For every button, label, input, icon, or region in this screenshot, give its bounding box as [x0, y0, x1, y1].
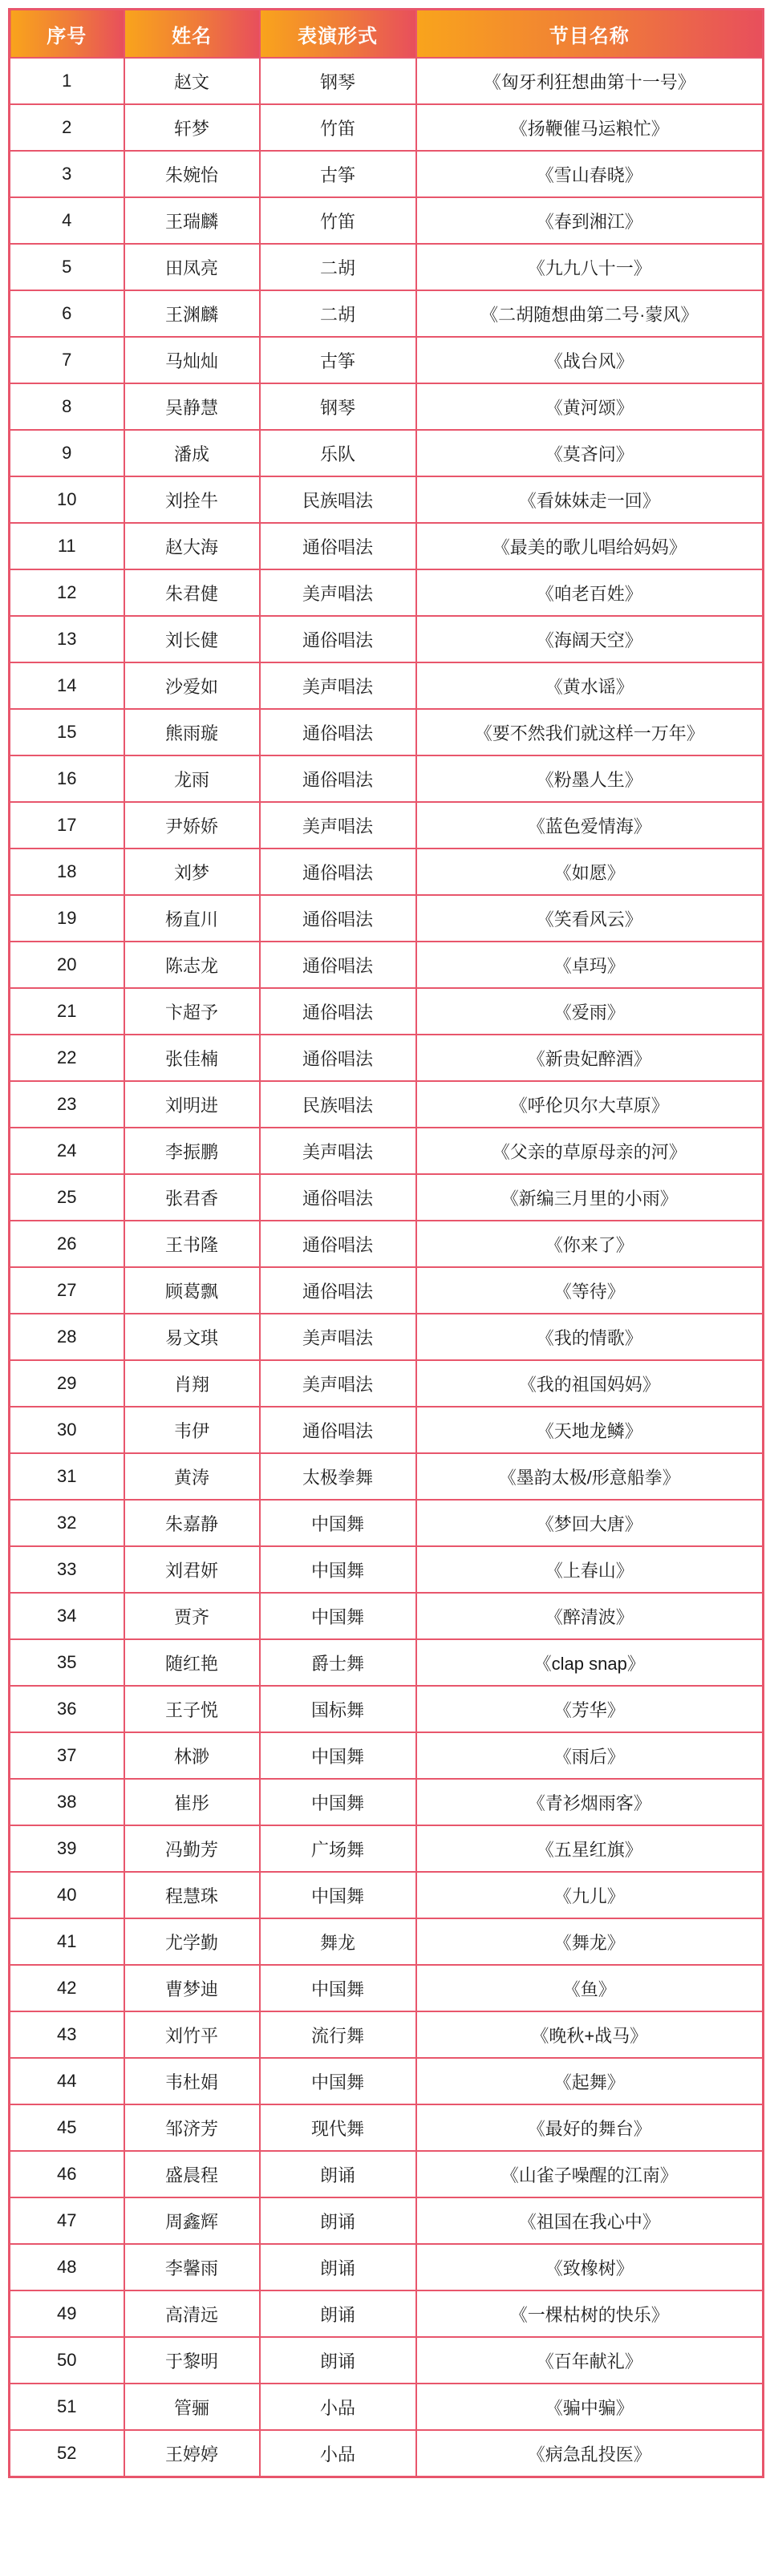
cell-seq: 1: [10, 58, 124, 104]
cell-name: 王书隆: [124, 1221, 260, 1267]
cell-seq: 20: [10, 942, 124, 988]
header-row: [10, 10, 764, 59]
cell-program: 《咱老百姓》: [416, 569, 764, 616]
cell-form: 流行舞: [260, 2011, 416, 2058]
cell-name: 沙爱如: [124, 662, 260, 709]
cell-name: 随红艳: [124, 1639, 260, 1686]
cell-program: 《新贵妃醉酒》: [416, 1035, 764, 1081]
cell-form: 朗诵: [260, 2290, 416, 2337]
cell-form: 中国舞: [260, 1872, 416, 1918]
cell-name: 黄涛: [124, 1453, 260, 1500]
table-row: [10, 2151, 764, 2197]
cell-program: 《芳华》: [416, 1686, 764, 1732]
table-row: [10, 2011, 764, 2058]
cell-form: 竹笛: [260, 104, 416, 151]
table-row: [10, 2244, 764, 2290]
table-row: [10, 2384, 764, 2430]
column-header-program: 节目名称: [416, 10, 764, 59]
cell-seq: 28: [10, 1314, 124, 1360]
cell-form: 通俗唱法: [260, 895, 416, 942]
cell-form: 舞龙: [260, 1918, 416, 1965]
cell-seq: 33: [10, 1546, 124, 1593]
cell-name: 周鑫辉: [124, 2197, 260, 2244]
cell-seq: 32: [10, 1500, 124, 1546]
table-row: [10, 1174, 764, 1221]
cell-seq: 51: [10, 2384, 124, 2430]
cell-form: 民族唱法: [260, 476, 416, 523]
cell-program: 《醉清波》: [416, 1593, 764, 1639]
cell-seq: 11: [10, 523, 124, 569]
cell-program: 《父亲的草原母亲的河》: [416, 1128, 764, 1174]
cell-seq: 42: [10, 1965, 124, 2011]
cell-form: 小品: [260, 2430, 416, 2477]
cell-seq: 5: [10, 244, 124, 290]
cell-form: 国标舞: [260, 1686, 416, 1732]
cell-seq: 39: [10, 1825, 124, 1872]
cell-seq: 48: [10, 2244, 124, 2290]
cell-name: 邹济芳: [124, 2104, 260, 2151]
cell-form: 通俗唱法: [260, 942, 416, 988]
cell-program: 《舞龙》: [416, 1918, 764, 1965]
cell-name: 易文琪: [124, 1314, 260, 1360]
cell-seq: 47: [10, 2197, 124, 2244]
table-row: [10, 2197, 764, 2244]
cell-name: 李馨雨: [124, 2244, 260, 2290]
cell-seq: 40: [10, 1872, 124, 1918]
table-row: [10, 2104, 764, 2151]
cell-program: 《晚秋+战马》: [416, 2011, 764, 2058]
table-row: [10, 2430, 764, 2477]
table-row: [10, 337, 764, 383]
cell-form: 中国舞: [260, 1732, 416, 1779]
cell-name: 朱嘉静: [124, 1500, 260, 1546]
cell-program: 《新编三月里的小雨》: [416, 1174, 764, 1221]
cell-form: 美声唱法: [260, 1128, 416, 1174]
cell-form: 乐队: [260, 430, 416, 476]
table-row: [10, 430, 764, 476]
cell-form: 通俗唱法: [260, 616, 416, 662]
cell-program: 《战台风》: [416, 337, 764, 383]
cell-seq: 12: [10, 569, 124, 616]
table-row: [10, 849, 764, 895]
cell-program: 《最美的歌儿唱给妈妈》: [416, 523, 764, 569]
table-row: [10, 755, 764, 802]
table-row: [10, 1593, 764, 1639]
table-row: [10, 988, 764, 1035]
cell-seq: 8: [10, 383, 124, 430]
cell-name: 冯勤芳: [124, 1825, 260, 1872]
cell-seq: 29: [10, 1360, 124, 1407]
cell-seq: 7: [10, 337, 124, 383]
cell-program: 《如愿》: [416, 849, 764, 895]
table-row: [10, 1779, 764, 1825]
cell-program: 《梦回大唐》: [416, 1500, 764, 1546]
cell-seq: 34: [10, 1593, 124, 1639]
cell-form: 中国舞: [260, 1546, 416, 1593]
table-row: [10, 709, 764, 755]
cell-name: 卞超予: [124, 988, 260, 1035]
cell-program: 《五星红旗》: [416, 1825, 764, 1872]
table-row: [10, 1407, 764, 1453]
cell-program: 《黄水谣》: [416, 662, 764, 709]
cell-program: 《我的祖国妈妈》: [416, 1360, 764, 1407]
table-body: [10, 58, 764, 2477]
cell-name: 马灿灿: [124, 337, 260, 383]
cell-seq: 19: [10, 895, 124, 942]
table-row: [10, 1221, 764, 1267]
table-row: [10, 523, 764, 569]
cell-name: 熊雨璇: [124, 709, 260, 755]
cell-seq: 30: [10, 1407, 124, 1453]
cell-program: 《一棵枯树的快乐》: [416, 2290, 764, 2337]
cell-seq: 13: [10, 616, 124, 662]
cell-name: 张君香: [124, 1174, 260, 1221]
cell-seq: 9: [10, 430, 124, 476]
cell-name: 韦伊: [124, 1407, 260, 1453]
cell-program: 《雨后》: [416, 1732, 764, 1779]
table-row: [10, 662, 764, 709]
cell-program: 《等待》: [416, 1267, 764, 1314]
table-row: [10, 1825, 764, 1872]
cell-form: 中国舞: [260, 2058, 416, 2104]
cell-seq: 15: [10, 709, 124, 755]
cell-seq: 43: [10, 2011, 124, 2058]
cell-name: 刘长健: [124, 616, 260, 662]
table-row: [10, 1732, 764, 1779]
table-row: [10, 197, 764, 244]
cell-program: 《你来了》: [416, 1221, 764, 1267]
cell-name: 肖翔: [124, 1360, 260, 1407]
cell-program: 《起舞》: [416, 2058, 764, 2104]
cell-program: 《clap snap》: [416, 1639, 764, 1686]
cell-form: 民族唱法: [260, 1081, 416, 1128]
column-header-name: 姓名: [124, 10, 260, 59]
cell-seq: 31: [10, 1453, 124, 1500]
cell-seq: 35: [10, 1639, 124, 1686]
cell-program: 《海阔天空》: [416, 616, 764, 662]
cell-form: 美声唱法: [260, 662, 416, 709]
cell-name: 田凤亮: [124, 244, 260, 290]
cell-program: 《粉墨人生》: [416, 755, 764, 802]
cell-form: 小品: [260, 2384, 416, 2430]
table-row: [10, 1965, 764, 2011]
cell-seq: 52: [10, 2430, 124, 2477]
cell-program: 《病急乱投医》: [416, 2430, 764, 2477]
cell-name: 刘君妍: [124, 1546, 260, 1593]
cell-seq: 46: [10, 2151, 124, 2197]
cell-form: 美声唱法: [260, 1360, 416, 1407]
cell-program: 《最好的舞台》: [416, 2104, 764, 2151]
cell-form: 竹笛: [260, 197, 416, 244]
cell-name: 林渺: [124, 1732, 260, 1779]
cell-program: 《我的情歌》: [416, 1314, 764, 1360]
table-row: [10, 616, 764, 662]
cell-form: 广场舞: [260, 1825, 416, 1872]
cell-form: 美声唱法: [260, 1314, 416, 1360]
cell-program: 《笑看风云》: [416, 895, 764, 942]
column-header-form: 表演形式: [260, 10, 416, 59]
cell-form: 通俗唱法: [260, 1221, 416, 1267]
cell-name: 刘明进: [124, 1081, 260, 1128]
cell-name: 李振鹏: [124, 1128, 260, 1174]
cell-form: 朗诵: [260, 2197, 416, 2244]
cell-form: 现代舞: [260, 2104, 416, 2151]
cell-seq: 36: [10, 1686, 124, 1732]
table-row: [10, 942, 764, 988]
cell-program: 《鱼》: [416, 1965, 764, 2011]
table-row: [10, 1639, 764, 1686]
cell-form: 通俗唱法: [260, 849, 416, 895]
cell-form: 中国舞: [260, 1500, 416, 1546]
table-row: [10, 2337, 764, 2384]
table-row: [10, 2290, 764, 2337]
cell-seq: 49: [10, 2290, 124, 2337]
cell-program: 《呼伦贝尔大草原》: [416, 1081, 764, 1128]
cell-seq: 41: [10, 1918, 124, 1965]
cell-program: 《墨韵太极/形意船拳》: [416, 1453, 764, 1500]
cell-program: 《春到湘江》: [416, 197, 764, 244]
cell-seq: 50: [10, 2337, 124, 2384]
program-table: [8, 8, 764, 2478]
cell-program: 《黄河颂》: [416, 383, 764, 430]
cell-program: 《上春山》: [416, 1546, 764, 1593]
table-row: [10, 1267, 764, 1314]
table-row: [10, 895, 764, 942]
cell-form: 通俗唱法: [260, 1407, 416, 1453]
table-row: [10, 104, 764, 151]
cell-program: 《骗中骗》: [416, 2384, 764, 2430]
cell-program: 《看妹妹走一回》: [416, 476, 764, 523]
cell-name: 高清远: [124, 2290, 260, 2337]
cell-program: 《莫吝问》: [416, 430, 764, 476]
table-row: [10, 1360, 764, 1407]
table-row: [10, 58, 764, 104]
cell-form: 中国舞: [260, 1779, 416, 1825]
table-row: [10, 290, 764, 337]
cell-name: 盛晨程: [124, 2151, 260, 2197]
table-row: [10, 1453, 764, 1500]
cell-form: 通俗唱法: [260, 1267, 416, 1314]
cell-form: 朗诵: [260, 2337, 416, 2384]
cell-name: 贾齐: [124, 1593, 260, 1639]
cell-name: 杨直川: [124, 895, 260, 942]
table-row: [10, 1872, 764, 1918]
cell-program: 《山雀子噪醒的江南》: [416, 2151, 764, 2197]
cell-name: 王渊麟: [124, 290, 260, 337]
cell-seq: 2: [10, 104, 124, 151]
cell-program: 《卓玛》: [416, 942, 764, 988]
cell-name: 王婷婷: [124, 2430, 260, 2477]
cell-program: 《青衫烟雨客》: [416, 1779, 764, 1825]
cell-name: 顾葛飘: [124, 1267, 260, 1314]
cell-name: 程慧珠: [124, 1872, 260, 1918]
cell-name: 陈志龙: [124, 942, 260, 988]
cell-seq: 44: [10, 2058, 124, 2104]
cell-form: 通俗唱法: [260, 988, 416, 1035]
cell-form: 通俗唱法: [260, 1035, 416, 1081]
cell-program: 《九儿》: [416, 1872, 764, 1918]
table-row: [10, 1500, 764, 1546]
cell-form: 通俗唱法: [260, 1174, 416, 1221]
cell-program: 《要不然我们就这样一万年》: [416, 709, 764, 755]
table-row: [10, 1686, 764, 1732]
table-row: [10, 1128, 764, 1174]
cell-name: 管骊: [124, 2384, 260, 2430]
cell-form: 爵士舞: [260, 1639, 416, 1686]
cell-name: 于黎明: [124, 2337, 260, 2384]
cell-seq: 26: [10, 1221, 124, 1267]
cell-seq: 23: [10, 1081, 124, 1128]
cell-seq: 4: [10, 197, 124, 244]
cell-seq: 37: [10, 1732, 124, 1779]
cell-form: 古筝: [260, 151, 416, 197]
cell-seq: 24: [10, 1128, 124, 1174]
cell-form: 中国舞: [260, 1593, 416, 1639]
cell-program: 《扬鞭催马运粮忙》: [416, 104, 764, 151]
table-row: [10, 2058, 764, 2104]
cell-form: 朗诵: [260, 2151, 416, 2197]
cell-form: 朗诵: [260, 2244, 416, 2290]
cell-name: 张佳楠: [124, 1035, 260, 1081]
cell-name: 吴静慧: [124, 383, 260, 430]
cell-seq: 25: [10, 1174, 124, 1221]
cell-name: 刘竹平: [124, 2011, 260, 2058]
cell-form: 古筝: [260, 337, 416, 383]
cell-program: 《祖国在我心中》: [416, 2197, 764, 2244]
table-row: [10, 1314, 764, 1360]
cell-seq: 6: [10, 290, 124, 337]
cell-name: 尹娇娇: [124, 802, 260, 849]
cell-name: 尤学勤: [124, 1918, 260, 1965]
cell-seq: 10: [10, 476, 124, 523]
table-row: [10, 476, 764, 523]
cell-form: 通俗唱法: [260, 755, 416, 802]
cell-program: 《雪山春晓》: [416, 151, 764, 197]
cell-form: 通俗唱法: [260, 523, 416, 569]
cell-program: 《致橡树》: [416, 2244, 764, 2290]
cell-program: 《爱雨》: [416, 988, 764, 1035]
cell-seq: 38: [10, 1779, 124, 1825]
cell-name: 曹梦迪: [124, 1965, 260, 2011]
table-row: [10, 802, 764, 849]
cell-name: 王子悦: [124, 1686, 260, 1732]
cell-program: 《二胡随想曲第二号·蒙风》: [416, 290, 764, 337]
table-row: [10, 569, 764, 616]
table-row: [10, 244, 764, 290]
cell-program: 《九九八十一》: [416, 244, 764, 290]
table-row: [10, 1546, 764, 1593]
cell-seq: 14: [10, 662, 124, 709]
cell-seq: 22: [10, 1035, 124, 1081]
cell-seq: 18: [10, 849, 124, 895]
cell-program: 《蓝色爱情海》: [416, 802, 764, 849]
cell-seq: 45: [10, 2104, 124, 2151]
cell-name: 潘成: [124, 430, 260, 476]
cell-seq: 27: [10, 1267, 124, 1314]
cell-name: 赵文: [124, 58, 260, 104]
cell-name: 朱婉怡: [124, 151, 260, 197]
cell-program: 《匈牙利狂想曲第十一号》: [416, 58, 764, 104]
column-header-seq: 序号: [10, 10, 124, 59]
cell-form: 美声唱法: [260, 802, 416, 849]
table-row: [10, 383, 764, 430]
cell-name: 刘拴牛: [124, 476, 260, 523]
table-row: [10, 1081, 764, 1128]
cell-name: 龙雨: [124, 755, 260, 802]
cell-name: 王瑞麟: [124, 197, 260, 244]
cell-form: 通俗唱法: [260, 709, 416, 755]
table-row: [10, 1918, 764, 1965]
cell-name: 轩梦: [124, 104, 260, 151]
cell-name: 韦杜娟: [124, 2058, 260, 2104]
cell-form: 钢琴: [260, 58, 416, 104]
cell-program: 《百年献礼》: [416, 2337, 764, 2384]
cell-seq: 21: [10, 988, 124, 1035]
cell-name: 朱君健: [124, 569, 260, 616]
table-row: [10, 1035, 764, 1081]
cell-form: 美声唱法: [260, 569, 416, 616]
cell-seq: 17: [10, 802, 124, 849]
cell-name: 崔彤: [124, 1779, 260, 1825]
cell-seq: 16: [10, 755, 124, 802]
cell-form: 钢琴: [260, 383, 416, 430]
cell-program: 《天地龙鳞》: [416, 1407, 764, 1453]
cell-name: 赵大海: [124, 523, 260, 569]
table-row: [10, 151, 764, 197]
cell-form: 太极拳舞: [260, 1453, 416, 1500]
cell-form: 中国舞: [260, 1965, 416, 2011]
cell-form: 二胡: [260, 290, 416, 337]
cell-seq: 3: [10, 151, 124, 197]
cell-name: 刘梦: [124, 849, 260, 895]
cell-form: 二胡: [260, 244, 416, 290]
